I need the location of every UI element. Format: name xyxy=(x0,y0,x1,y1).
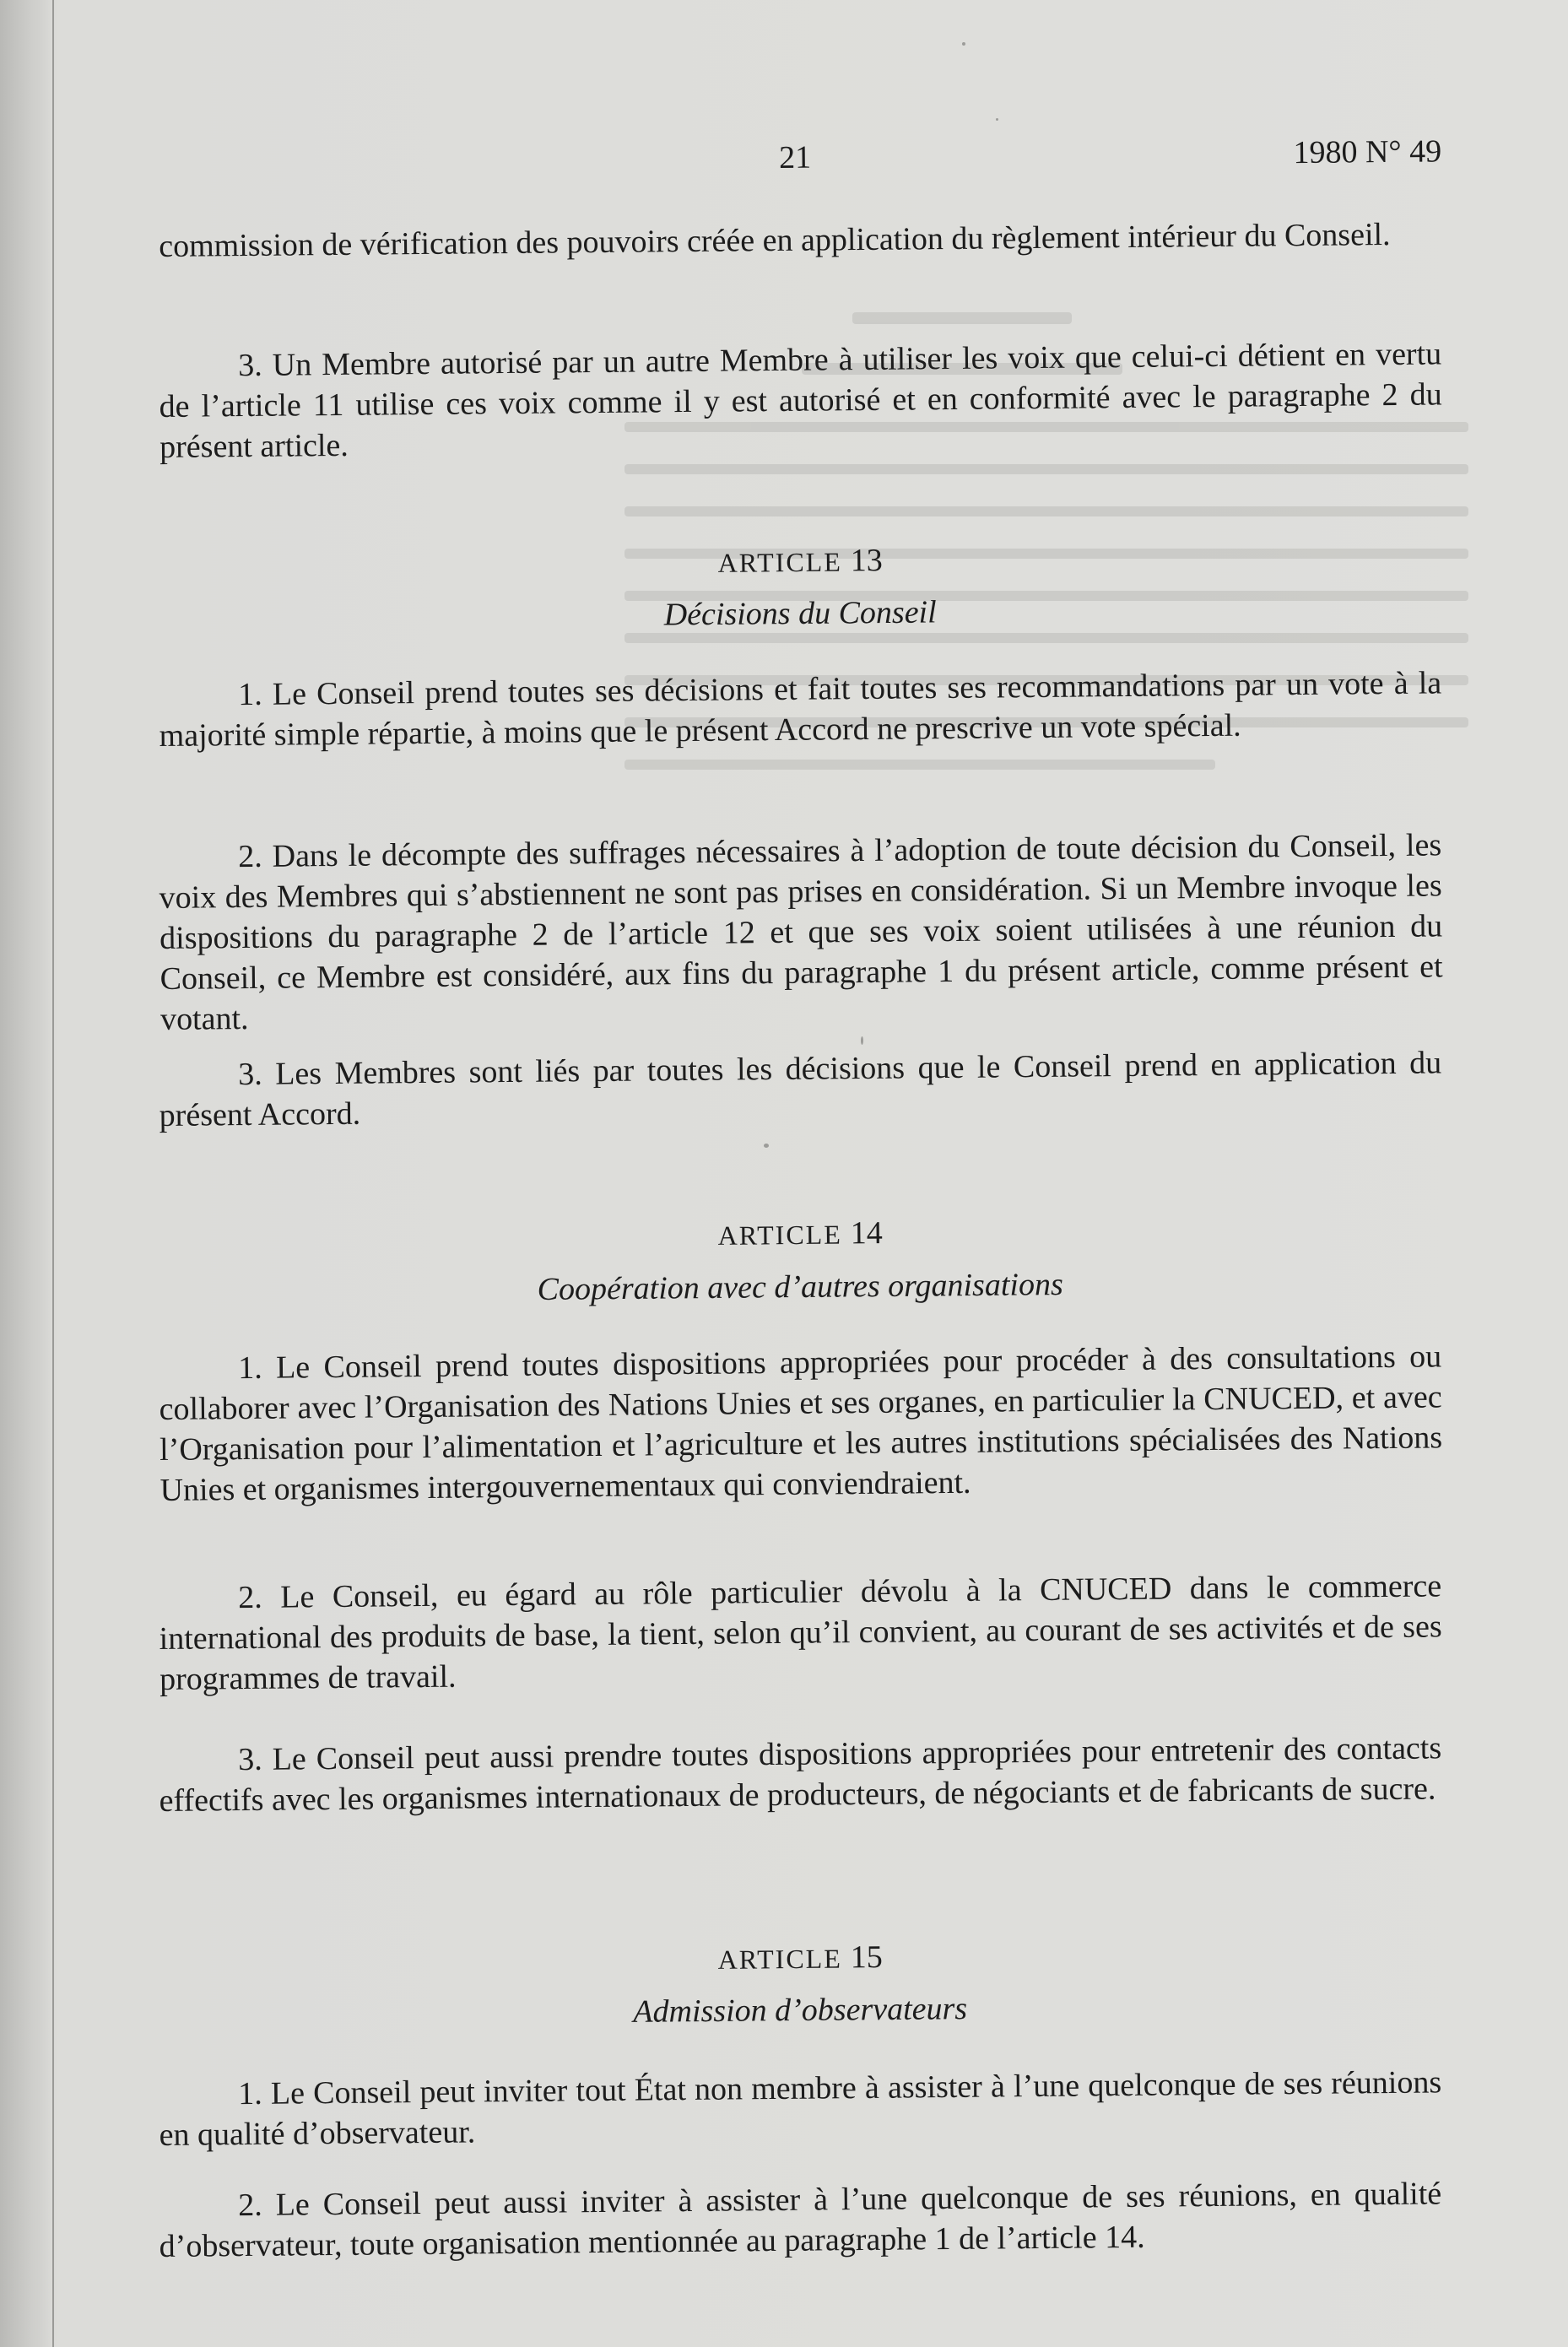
article-14-paragraph-2 xyxy=(159,1566,1442,1700)
paragraph-text: 2. Le Conseil peut aussi inviter à assister à l’une quelconque de ses réunions, en qualité d’observateur, toute organisation mentionnée au paragraphe 1 de l’article 14. xyxy=(159,2176,1442,2264)
article-15-paragraph-1 xyxy=(159,2062,1442,2155)
page-binding-shadow xyxy=(0,0,51,2347)
article-14-paragraph-3 xyxy=(159,1728,1442,1821)
article-label: ARTICLE xyxy=(717,1943,842,1975)
article-14-paragraph-1 xyxy=(159,1336,1443,1511)
article-13-paragraph-1 xyxy=(159,662,1442,756)
article-13-paragraph-3 xyxy=(159,1042,1442,1136)
article-14-heading xyxy=(159,1209,1441,1259)
scan-speck xyxy=(962,42,965,46)
paragraph-text: 1. Le Conseil prend toutes ses décisions et fait toutes ses recommandations par un vote à la majorité simple répartie, à moins que le présent Accord ne prescrive un vote spécial. xyxy=(159,665,1442,754)
page-number: 21 xyxy=(778,139,812,176)
paragraph-text: 3. Les Membres sont liés par toutes les décisions que le Conseil prend en application du présent Accord. xyxy=(159,1045,1442,1133)
paragraph-text: 1. Le Conseil prend toutes dispositions appropriées pour procéder à des consultations ou collaborer avec l’Organisation des Nations Unies et ses organes, en particulier la CNUCED, et avec l’Organisation pour l’alimentation et l’agriculture et les autres institutions spécialisées des Nations Unies et organismes intergouvernementaux qui conviendraient. xyxy=(159,1338,1443,1508)
journal-reference: 1980 N° 49 xyxy=(1293,133,1442,171)
paragraph-text: 1. Le Conseil peut inviter tout État non membre à assister à l’une quelconque de ses réunions en qualité d’observateur. xyxy=(159,2064,1442,2153)
article-15-paragraph-2 xyxy=(159,2173,1442,2267)
article-15-title: Admission d’observateurs xyxy=(633,1991,968,2030)
article-15-heading xyxy=(159,1933,1441,1983)
article-14-title: Coopération avec d’autres organisations xyxy=(537,1267,1063,1307)
paragraph-text: 2. Le Conseil, eu égard au rôle particulier dévolu à la CNUCED dans le commerce international des produits de base, la tient, selon qu’il convient, au courant de ses activités et de ses programmes de travail. xyxy=(159,1568,1442,1697)
paragraph-text: 3. Un Membre autorisé par un autre Membre à utiliser les voix que celui-ci détient en vertu de l’article 11 utilise ces voix comme il y est autorisé et en conformité avec le paragraphe 2 du présent article. xyxy=(159,336,1442,465)
article-13-title: Décisions du Conseil xyxy=(663,594,937,633)
article-13-paragraph-2 xyxy=(159,825,1443,1040)
article-number: 15 xyxy=(850,1939,883,1976)
scan-speck xyxy=(996,118,998,121)
scan-speck xyxy=(764,1144,769,1148)
scan-speck xyxy=(861,1036,863,1045)
page-header xyxy=(159,132,1442,196)
paragraph-text: 3. Le Conseil peut aussi prendre toutes dispositions appropriées pour entretenir des contacts effectifs avec les organismes internationaux de producteurs, de négociants et de fabricants de sucre. xyxy=(159,1730,1442,1819)
continuation-text: commission de vérification des pouvoirs créée en application du règlement intérieur du Conseil. xyxy=(159,216,1391,264)
binding-edge xyxy=(52,0,54,2347)
intro-paragraph-3 xyxy=(159,333,1442,468)
article-label: ARTICLE xyxy=(717,546,842,578)
article-number: 14 xyxy=(850,1215,883,1252)
article-number: 13 xyxy=(850,543,883,579)
paragraph-text: 2. Dans le décompte des suffrages nécessaires à l’adoption de toute décision du Conseil, les voix des Membres qui s’abstiennent ne sont pas prises en considération. Si un Membre invoque les dispositions du paragraphe 2 de l’article 12 et que ses voix soient utilisées à une réunion du Conseil, ce Membre est considéré, aux fins du paragraphe 1 du présent article, comme présent et votant. xyxy=(159,827,1443,1037)
article-label: ARTICLE xyxy=(717,1219,842,1251)
